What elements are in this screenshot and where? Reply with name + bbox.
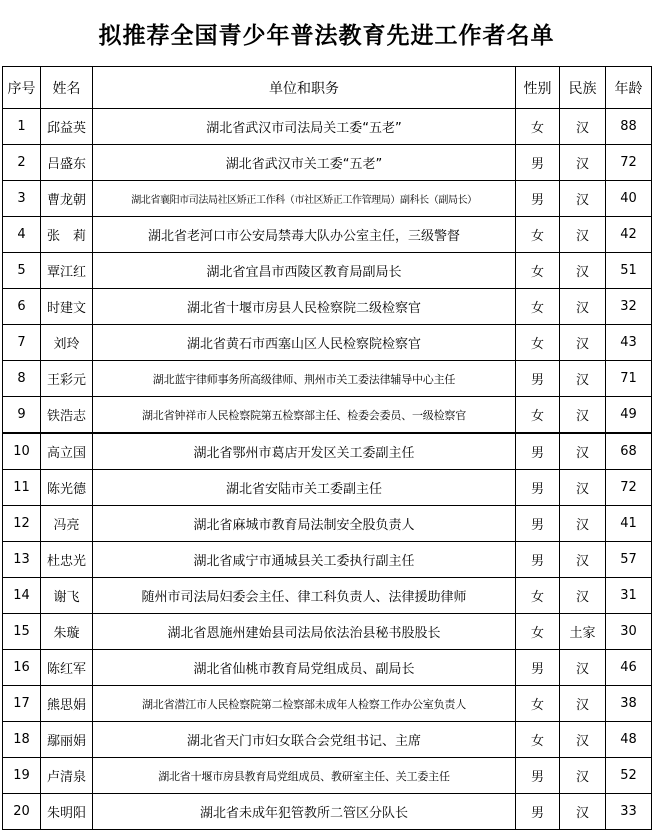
cell-ethnicity: 汉: [560, 650, 606, 686]
header-seq: 序号: [3, 67, 41, 109]
cell-age: 32: [606, 289, 652, 325]
cell-seq: 17: [3, 686, 41, 722]
cell-name: 时建文: [41, 289, 93, 325]
table-row: [3, 722, 652, 758]
document-title: 拟推荐全国青少年普法教育先进工作者名单: [98, 21, 555, 49]
table-row: [3, 217, 652, 253]
cell-ethnicity: 汉: [560, 542, 606, 578]
cell-unit: 湖北省襄阳市司法局社区矫正工作科（市社区矫正工作管理局）副科长（副局长）: [93, 181, 516, 217]
table-row: [3, 289, 652, 325]
cell-seq: 19: [3, 758, 41, 794]
cell-age: 38: [606, 686, 652, 722]
cell-seq: 18: [3, 722, 41, 758]
cell-ethnicity: 汉: [560, 217, 606, 253]
cell-ethnicity: 汉: [560, 722, 606, 758]
table-row: [3, 578, 652, 614]
cell-name: 陈红军: [41, 650, 93, 686]
cell-seq: 20: [3, 794, 41, 830]
cell-age: 46: [606, 650, 652, 686]
table-row: [3, 686, 652, 722]
cell-seq: 1: [3, 109, 41, 145]
header-age: 年龄: [606, 67, 652, 109]
cell-seq: 11: [3, 470, 41, 506]
cell-gender: 女: [516, 722, 560, 758]
cell-name: 杜忠光: [41, 542, 93, 578]
cell-seq: 10: [3, 433, 41, 470]
cell-unit: 湖北省鄂州市葛店开发区关工委副主任: [93, 433, 516, 470]
table-row: [3, 181, 652, 217]
cell-seq: 7: [3, 325, 41, 361]
table-row: [3, 758, 652, 794]
header-gender: 性别: [516, 67, 560, 109]
cell-name: 冯亮: [41, 506, 93, 542]
cell-age: 68: [606, 433, 652, 470]
cell-unit: 湖北省天门市妇女联合会党组书记、主席: [93, 722, 516, 758]
cell-seq: 3: [3, 181, 41, 217]
cell-seq: 6: [3, 289, 41, 325]
cell-seq: 4: [3, 217, 41, 253]
cell-unit: 湖北省钟祥市人民检察院第五检察部主任、检委会委员、一级检察官: [93, 397, 516, 434]
cell-ethnicity: 汉: [560, 433, 606, 470]
cell-age: 88: [606, 109, 652, 145]
header-unit: 单位和职务: [93, 67, 516, 109]
table-row: [3, 145, 652, 181]
cell-name: 朱明阳: [41, 794, 93, 830]
cell-unit: 湖北省老河口市公安局禁毒大队办公室主任，三级警督: [93, 217, 516, 253]
cell-ethnicity: 汉: [560, 361, 606, 397]
table-row: [3, 253, 652, 289]
cell-age: 40: [606, 181, 652, 217]
cell-ethnicity: 土家: [560, 614, 606, 650]
cell-unit: 湖北省安陆市关工委副主任: [93, 470, 516, 506]
cell-name: 刘玲: [41, 325, 93, 361]
cell-gender: 男: [516, 433, 560, 470]
cell-ethnicity: 汉: [560, 506, 606, 542]
cell-name: 王彩元: [41, 361, 93, 397]
cell-gender: 女: [516, 289, 560, 325]
cell-unit: 湖北省十堰市房县人民检察院二级检察官: [93, 289, 516, 325]
nominee-table: [2, 66, 652, 830]
cell-ethnicity: 汉: [560, 794, 606, 830]
cell-name: 谢飞: [41, 578, 93, 614]
cell-ethnicity: 汉: [560, 397, 606, 434]
cell-ethnicity: 汉: [560, 325, 606, 361]
cell-age: 42: [606, 217, 652, 253]
cell-gender: 女: [516, 109, 560, 145]
cell-name: 吕盛东: [41, 145, 93, 181]
cell-age: 48: [606, 722, 652, 758]
cell-gender: 女: [516, 397, 560, 434]
cell-age: 49: [606, 397, 652, 434]
table-row: [3, 506, 652, 542]
table-row: [3, 794, 652, 830]
cell-gender: 男: [516, 470, 560, 506]
table-row: [3, 325, 652, 361]
cell-ethnicity: 汉: [560, 109, 606, 145]
cell-name: 陈光德: [41, 470, 93, 506]
header-name: 姓名: [41, 67, 93, 109]
cell-gender: 女: [516, 614, 560, 650]
cell-age: 71: [606, 361, 652, 397]
cell-unit: 湖北省黄石市西塞山区人民检察院检察官: [93, 325, 516, 361]
cell-seq: 9: [3, 397, 41, 434]
table-row: [3, 470, 652, 506]
cell-unit: 湖北省十堰市房县教育局党组成员、教研室主任、关工委主任: [93, 758, 516, 794]
cell-ethnicity: 汉: [560, 686, 606, 722]
cell-ethnicity: 汉: [560, 145, 606, 181]
cell-name: 张 莉: [41, 217, 93, 253]
cell-name: 高立国: [41, 433, 93, 470]
cell-gender: 女: [516, 325, 560, 361]
cell-name: 覃江红: [41, 253, 93, 289]
cell-gender: 男: [516, 145, 560, 181]
cell-gender: 女: [516, 578, 560, 614]
table-row: [3, 542, 652, 578]
cell-name: 曹龙朝: [41, 181, 93, 217]
cell-unit: 湖北省武汉市关工委“五老”: [93, 145, 516, 181]
cell-ethnicity: 汉: [560, 470, 606, 506]
cell-unit: 湖北省武汉市司法局关工委“五老”: [93, 109, 516, 145]
cell-gender: 男: [516, 361, 560, 397]
cell-age: 72: [606, 145, 652, 181]
cell-name: 卢清泉: [41, 758, 93, 794]
table-row: [3, 433, 652, 470]
cell-seq: 8: [3, 361, 41, 397]
cell-gender: 男: [516, 650, 560, 686]
cell-gender: 男: [516, 181, 560, 217]
table-row: [3, 109, 652, 145]
cell-name: 邱益英: [41, 109, 93, 145]
cell-age: 57: [606, 542, 652, 578]
cell-gender: 女: [516, 686, 560, 722]
cell-gender: 女: [516, 217, 560, 253]
cell-unit: 湖北省麻城市教育局法制安全股负责人: [93, 506, 516, 542]
header-ethnicity: 民族: [560, 67, 606, 109]
cell-name: 朱璇: [41, 614, 93, 650]
cell-ethnicity: 汉: [560, 578, 606, 614]
cell-unit: 湖北省恩施州建始县司法局依法治县秘书股股长: [93, 614, 516, 650]
cell-gender: 男: [516, 506, 560, 542]
cell-age: 72: [606, 470, 652, 506]
cell-name: 鄢丽娟: [41, 722, 93, 758]
cell-seq: 13: [3, 542, 41, 578]
cell-gender: 女: [516, 253, 560, 289]
cell-seq: 5: [3, 253, 41, 289]
cell-seq: 14: [3, 578, 41, 614]
cell-unit: 湖北省宜昌市西陵区教育局副局长: [93, 253, 516, 289]
cell-gender: 男: [516, 542, 560, 578]
cell-unit: 随州市司法局妇委会主任、律工科负责人、法律援助律师: [93, 578, 516, 614]
cell-name: 铁浩志: [41, 397, 93, 434]
cell-age: 43: [606, 325, 652, 361]
cell-unit: 湖北省仙桃市教育局党组成员、副局长: [93, 650, 516, 686]
cell-age: 51: [606, 253, 652, 289]
cell-ethnicity: 汉: [560, 289, 606, 325]
cell-age: 33: [606, 794, 652, 830]
cell-ethnicity: 汉: [560, 253, 606, 289]
cell-unit: 湖北蓝宇律师事务所高级律师、荆州市关工委法律辅导中心主任: [93, 361, 516, 397]
table-row: [3, 614, 652, 650]
cell-age: 52: [606, 758, 652, 794]
table-row: [3, 650, 652, 686]
table-header-row: [3, 67, 652, 109]
table-row: [3, 397, 652, 434]
cell-gender: 男: [516, 758, 560, 794]
cell-unit: 湖北省未成年犯管教所二管区分队长: [93, 794, 516, 830]
cell-seq: 12: [3, 506, 41, 542]
cell-seq: 16: [3, 650, 41, 686]
cell-ethnicity: 汉: [560, 181, 606, 217]
cell-age: 31: [606, 578, 652, 614]
cell-unit: 湖北省咸宁市通城县关工委执行副主任: [93, 542, 516, 578]
cell-ethnicity: 汉: [560, 758, 606, 794]
cell-seq: 15: [3, 614, 41, 650]
cell-name: 熊思娟: [41, 686, 93, 722]
cell-seq: 2: [3, 145, 41, 181]
cell-unit: 湖北省潜江市人民检察院第二检察部未成年人检察工作办公室负责人: [93, 686, 516, 722]
cell-age: 41: [606, 506, 652, 542]
cell-age: 30: [606, 614, 652, 650]
table-row: [3, 361, 652, 397]
cell-gender: 男: [516, 794, 560, 830]
